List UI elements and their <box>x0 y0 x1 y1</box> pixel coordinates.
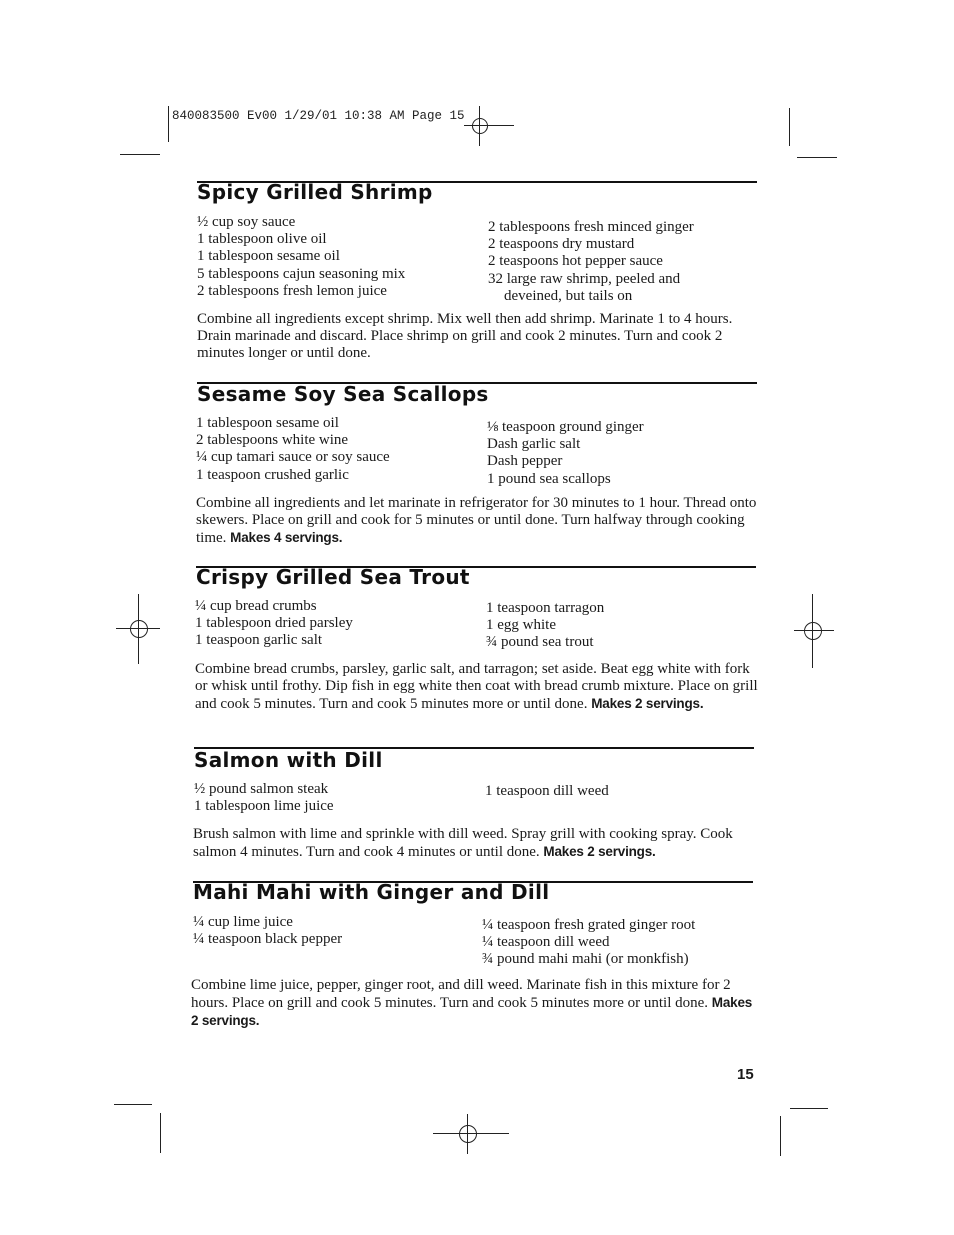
ingredient: 1 tablespoon sesame oil <box>197 248 340 265</box>
servings: Makes 4 servings. <box>230 530 343 546</box>
ingredient: deveined, but tails on <box>504 287 633 304</box>
ingredient: 1 tablespoon sesame oil <box>196 415 339 431</box>
ingredient: Dash pepper <box>487 453 563 470</box>
ingredient: ½ pound salmon steak <box>194 781 329 797</box>
ingredient: ½ cup soy sauce <box>197 214 296 230</box>
ingredient: 2 teaspoons dry mustard <box>488 236 635 253</box>
ingredient: 2 tablespoons fresh lemon juice <box>197 282 387 299</box>
ingredient: 2 tablespoons fresh minced ginger <box>488 219 694 235</box>
recipe-title: Mahi Mahi with Ginger and Dill <box>193 880 550 904</box>
ingredient: 1 tablespoon lime juice <box>194 798 334 815</box>
instructions-text: Combine all ingredients and let marinate in refrigerator for 30 minutes to 1 hour. Thread onto skewers. Place on grill and cook for 5 minutes or until done. Turn halfway through cooking time. <box>196 495 757 547</box>
ingredient: 1 teaspoon crushed garlic <box>196 466 349 483</box>
instructions <box>195 661 765 714</box>
ingredient: ¼ teaspoon black pepper <box>193 931 343 948</box>
recipe-title: Crispy Grilled Sea Trout <box>196 565 470 589</box>
crop-mark-bottom-left-v <box>160 1113 161 1153</box>
ingredient: Dash garlic salt <box>487 436 581 453</box>
ingredient: 5 tablespoons cajun seasoning mix <box>197 265 406 282</box>
ingredient: 1 egg white <box>486 617 556 634</box>
ingredient: 1 teaspoon garlic salt <box>195 632 323 649</box>
ingredient: 1 tablespoon dried parsley <box>195 615 353 632</box>
ingredient: ¾ pound mahi mahi (or monkfish) <box>482 951 689 968</box>
ingredient: ¼ cup bread crumbs <box>195 598 317 614</box>
instructions <box>196 495 766 548</box>
instructions-text: Combine lime juice, pepper, ginger root, and dill weed. Marinate fish in this mixture for 2 hours. Place on grill and cook 5 minutes. Turn and cook 5 minutes more or until done. <box>191 977 731 1012</box>
ingredient: ¼ teaspoon dill weed <box>482 934 610 951</box>
registration-mark-bottom <box>433 1114 509 1154</box>
servings: Makes 2 servings. <box>191 995 753 1029</box>
ingredient: ¼ cup tamari sauce or soy sauce <box>196 449 390 466</box>
registration-mark-right <box>794 594 834 668</box>
ingredient: ¼ teaspoon fresh grated ginger root <box>482 917 696 933</box>
servings: Makes 2 servings. <box>543 844 656 860</box>
ingredient: 1 tablespoon olive oil <box>197 231 327 248</box>
crop-mark-bottom-right-h <box>790 1108 828 1109</box>
ingredient: 2 tablespoons white wine <box>196 432 349 449</box>
registration-mark-left <box>116 594 160 664</box>
recipe-title: Salmon with Dill <box>194 748 383 772</box>
ingredient: 32 large raw shrimp, peeled and <box>488 270 681 287</box>
ingredients-left <box>195 598 353 650</box>
recipe-title: Spicy Grilled Shrimp <box>197 180 433 204</box>
page-number: 15 <box>737 1066 754 1083</box>
ingredients-right <box>487 419 644 488</box>
crop-mark-left-top <box>168 106 169 142</box>
instructions-text: Combine all ingredients except shrimp. Mix well then add shrimp. Marinate 1 to 4 hours. Drain marinade and discard. Place shrimp on grill and cook 2 minutes. Turn and cook 2 minutes longer or until done. <box>197 311 733 362</box>
instructions-text: Combine bread crumbs, parsley, garlic salt, and tarragon; set aside. Beat egg white with fork or whisk until frothy. Dip fish in egg white then coat with bread crumb mixture. Place on grill and cook 5 minutes. Turn and cook 5 minutes more or until done. <box>195 661 758 713</box>
instructions-text: Brush salmon with lime and sprinkle with dill weed. Spray grill with cooking spray. Cook salmon 4 minutes. Turn and cook 4 minutes or until done. <box>193 826 733 861</box>
registration-mark-top <box>456 106 516 146</box>
ingredient: 1 teaspoon dill weed <box>485 783 609 799</box>
ingredient: ¾ pound sea trout <box>486 634 594 651</box>
ingredients-right <box>488 219 694 305</box>
ingredients-left <box>193 914 342 948</box>
ingredients-left <box>196 415 390 484</box>
ingredient: ⅛ teaspoon ground ginger <box>487 419 644 435</box>
ingredient: 2 teaspoons hot pepper sauce <box>488 253 663 270</box>
ingredients-left <box>197 214 405 300</box>
servings: Makes 2 servings. <box>591 696 704 712</box>
crop-mark-bottom-left-h <box>114 1104 152 1105</box>
instructions <box>197 311 767 363</box>
ingredients-left <box>194 781 334 815</box>
instructions <box>193 826 763 861</box>
ingredient: ¼ cup lime juice <box>193 914 293 930</box>
ingredients-right <box>485 783 609 800</box>
crop-mark-right-top <box>789 108 790 146</box>
ingredient: 1 pound sea scallops <box>487 470 611 487</box>
crop-mark-top-left-h <box>120 154 160 155</box>
ingredients-right <box>486 600 604 652</box>
recipe-title: Sesame Soy Sea Scallops <box>197 382 489 406</box>
print-slug: 840083500 Ev00 1/29/01 10:38 AM Page 15 <box>172 109 465 123</box>
ingredients-right <box>482 917 695 969</box>
instructions <box>191 977 761 1031</box>
ingredient: 1 teaspoon tarragon <box>486 600 605 616</box>
crop-mark-top-right-h <box>797 157 837 158</box>
crop-mark-bottom-right-v <box>780 1116 781 1156</box>
